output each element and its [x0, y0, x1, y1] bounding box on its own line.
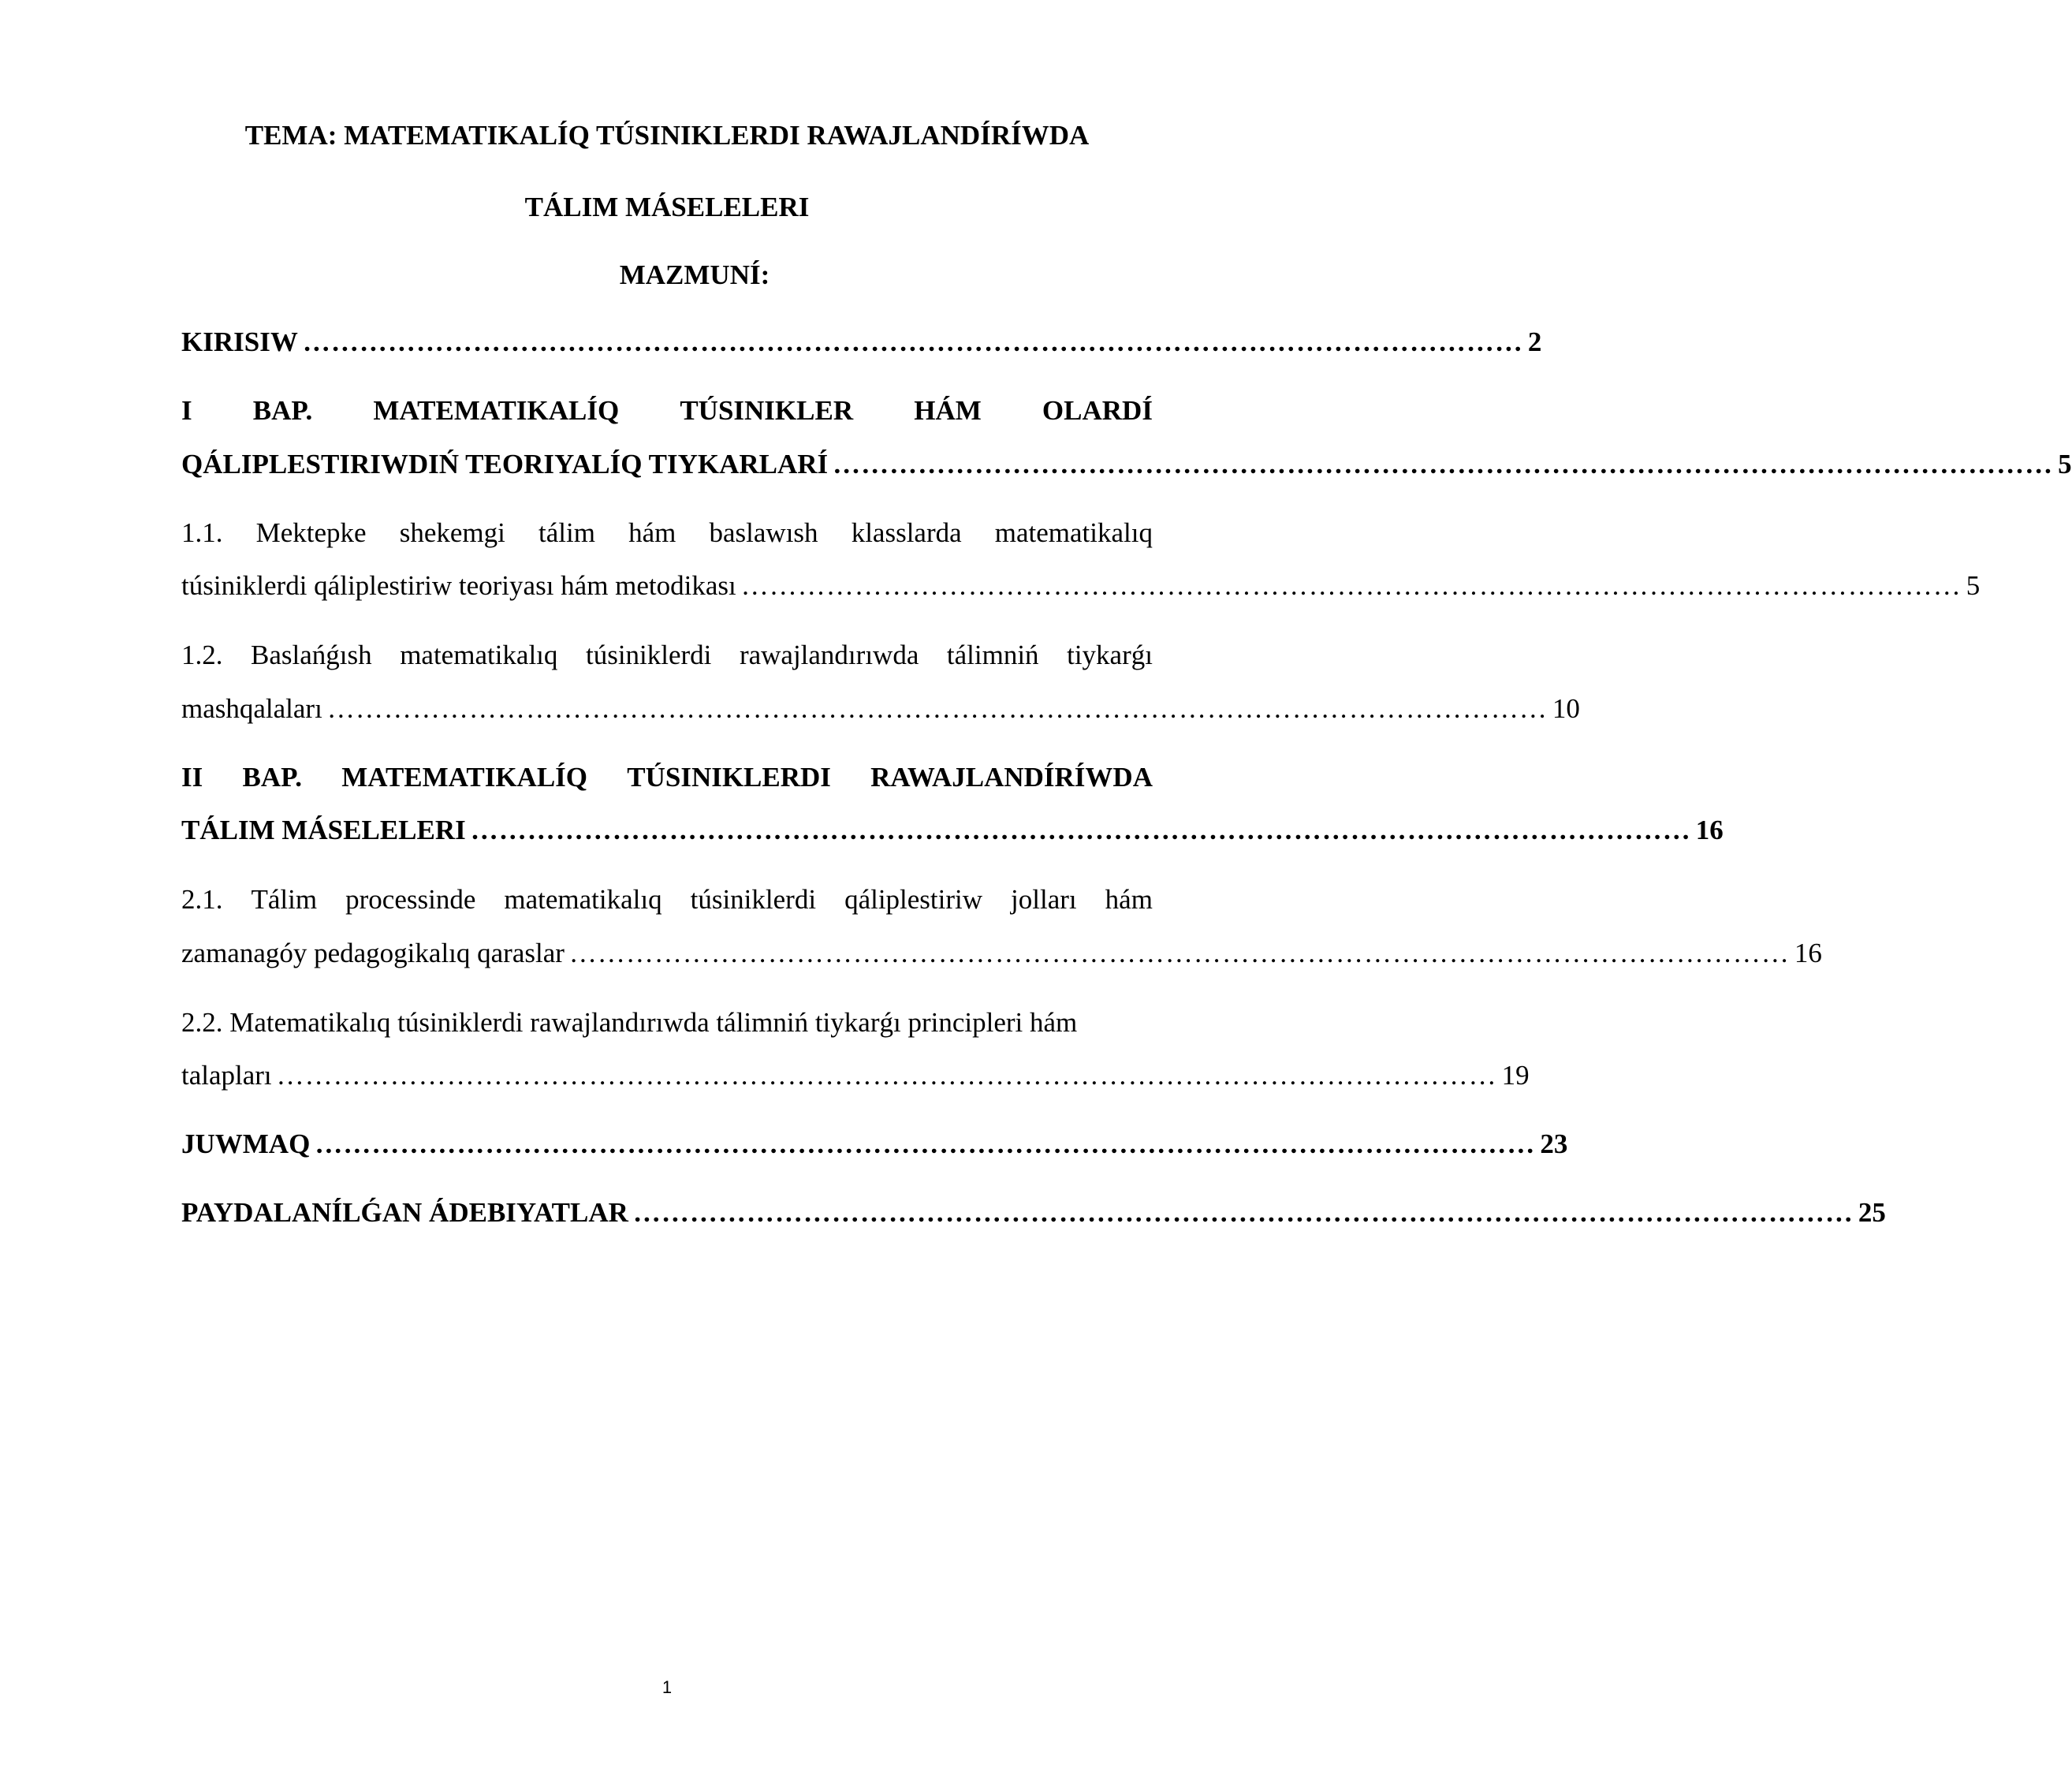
word: processinde [345, 884, 476, 915]
toc-entry-label: túsiniklerdi qáliplestiriw teoriyası hám metodikası [181, 570, 736, 601]
toc-page-number: 10 [1552, 693, 1580, 724]
toc-entry-label: zamanagóy pedagogikalıq qaraslar [181, 938, 565, 968]
dot-leader: ………………………………………………………………………………………………………………… [833, 449, 2054, 479]
word: qáliplestiriw [844, 884, 983, 915]
word: BAP. [242, 762, 303, 793]
toc-page-number: 23 [1540, 1128, 1568, 1159]
word: matematikalıq [994, 517, 1153, 548]
word: rawajlandırıwda [739, 640, 919, 670]
dot-leader: ………………………………………………………………………………………………………………… [568, 938, 1790, 968]
toc-page-number: 25 [1858, 1197, 1886, 1228]
word: Tálim [251, 884, 318, 915]
word: tálimniń [946, 640, 1039, 670]
toc-page-number: 5 [1966, 570, 1981, 601]
toc-entry-label: PAYDALANÍLǴAN ÁDEBIYATLAR [181, 1197, 628, 1228]
word: 1.2. [181, 640, 223, 670]
toc-entry-line-1 [181, 394, 1153, 428]
word: túsiniklerdi [585, 640, 712, 670]
page-number: 1 [661, 1677, 673, 1697]
toc-entry-label: TÁLIM MÁSELELERI [181, 815, 466, 845]
word: matematikalıq [400, 640, 558, 670]
toc-page-number: 16 [1794, 938, 1822, 968]
word: I [181, 395, 192, 426]
word: II [181, 762, 203, 793]
word: Baslańǵısh [251, 640, 372, 670]
toc-entry-line-1 [181, 760, 1153, 795]
toc-entry-line-1 [181, 638, 1153, 673]
word: 2.1. [181, 884, 223, 915]
word: klasslarda [851, 517, 962, 548]
word: jolları [1011, 884, 1077, 915]
word: tiykarǵı [1067, 640, 1153, 670]
word: matematikalıq [504, 884, 662, 915]
word: túsiniklerdi [690, 884, 817, 915]
toc-entry-label: KIRISIW [181, 326, 298, 357]
toc-page-number: 16 [1695, 815, 1724, 845]
dot-leader: ………………………………………………………………………………………………………………… [302, 326, 1523, 357]
word: BAP. [252, 395, 313, 426]
toc-entry-label: talapları [181, 1060, 272, 1091]
toc-entry-line-1: 2.2. Matematikalıq túsiniklerdi rawajlandırıwda tálimniń tiykarǵı principleri hám [181, 1007, 1078, 1038]
toc-entry-label: JUWMAQ [181, 1128, 311, 1159]
toc-page-number: 19 [1501, 1060, 1530, 1091]
word: hám [628, 517, 676, 548]
word: TÚSINIKLER [680, 395, 854, 426]
word: Mektepke [255, 517, 367, 548]
document-title-line-2: TÁLIM MÁSELELERI [524, 192, 810, 222]
word: shekemgi [399, 517, 505, 548]
dot-leader: ………………………………………………………………………………………………………………… [740, 570, 1962, 601]
dot-leader: ………………………………………………………………………………………………………………… [632, 1197, 1854, 1228]
dot-leader: ………………………………………………………………………………………………………………… [326, 693, 1548, 724]
document-title-line-1: TEMA: MATEMATIKALÍQ TÚSINIKLERDI RAWAJLANDÍRÍWDA [244, 120, 1090, 151]
word: MATEMATIKALÍQ [341, 762, 588, 793]
toc-entry-line-1 [181, 882, 1153, 917]
word: 1.1. [181, 517, 223, 548]
word: hám [1105, 884, 1153, 915]
toc-entry-line-1 [181, 516, 1153, 550]
contents-heading: MAZMUNÍ: [619, 259, 770, 290]
word: HÁM [914, 395, 982, 426]
word: OLARDÍ [1042, 395, 1153, 426]
toc-entry-label: mashqalaları [181, 693, 322, 724]
word: RAWAJLANDÍRÍWDA [870, 762, 1153, 793]
dot-leader: ………………………………………………………………………………………………………………… [315, 1128, 1536, 1159]
document-page [181, 0, 2072, 1783]
toc-entry-label: QÁLIPLESTIRIWDIŃ TEORIYALÍQ TIYKARLARÍ [181, 449, 829, 479]
toc-page-number: 2 [1527, 326, 1542, 357]
word: baslawısh [709, 517, 818, 548]
word: tálim [538, 517, 595, 548]
dot-leader: ………………………………………………………………………………………………………………… [470, 815, 1691, 845]
dot-leader: ………………………………………………………………………………………………………………… [276, 1060, 1497, 1091]
word: TÚSINIKLERDI [627, 762, 831, 793]
toc-page-number: 5 [2058, 449, 2072, 479]
word: MATEMATIKALÍQ [373, 395, 620, 426]
